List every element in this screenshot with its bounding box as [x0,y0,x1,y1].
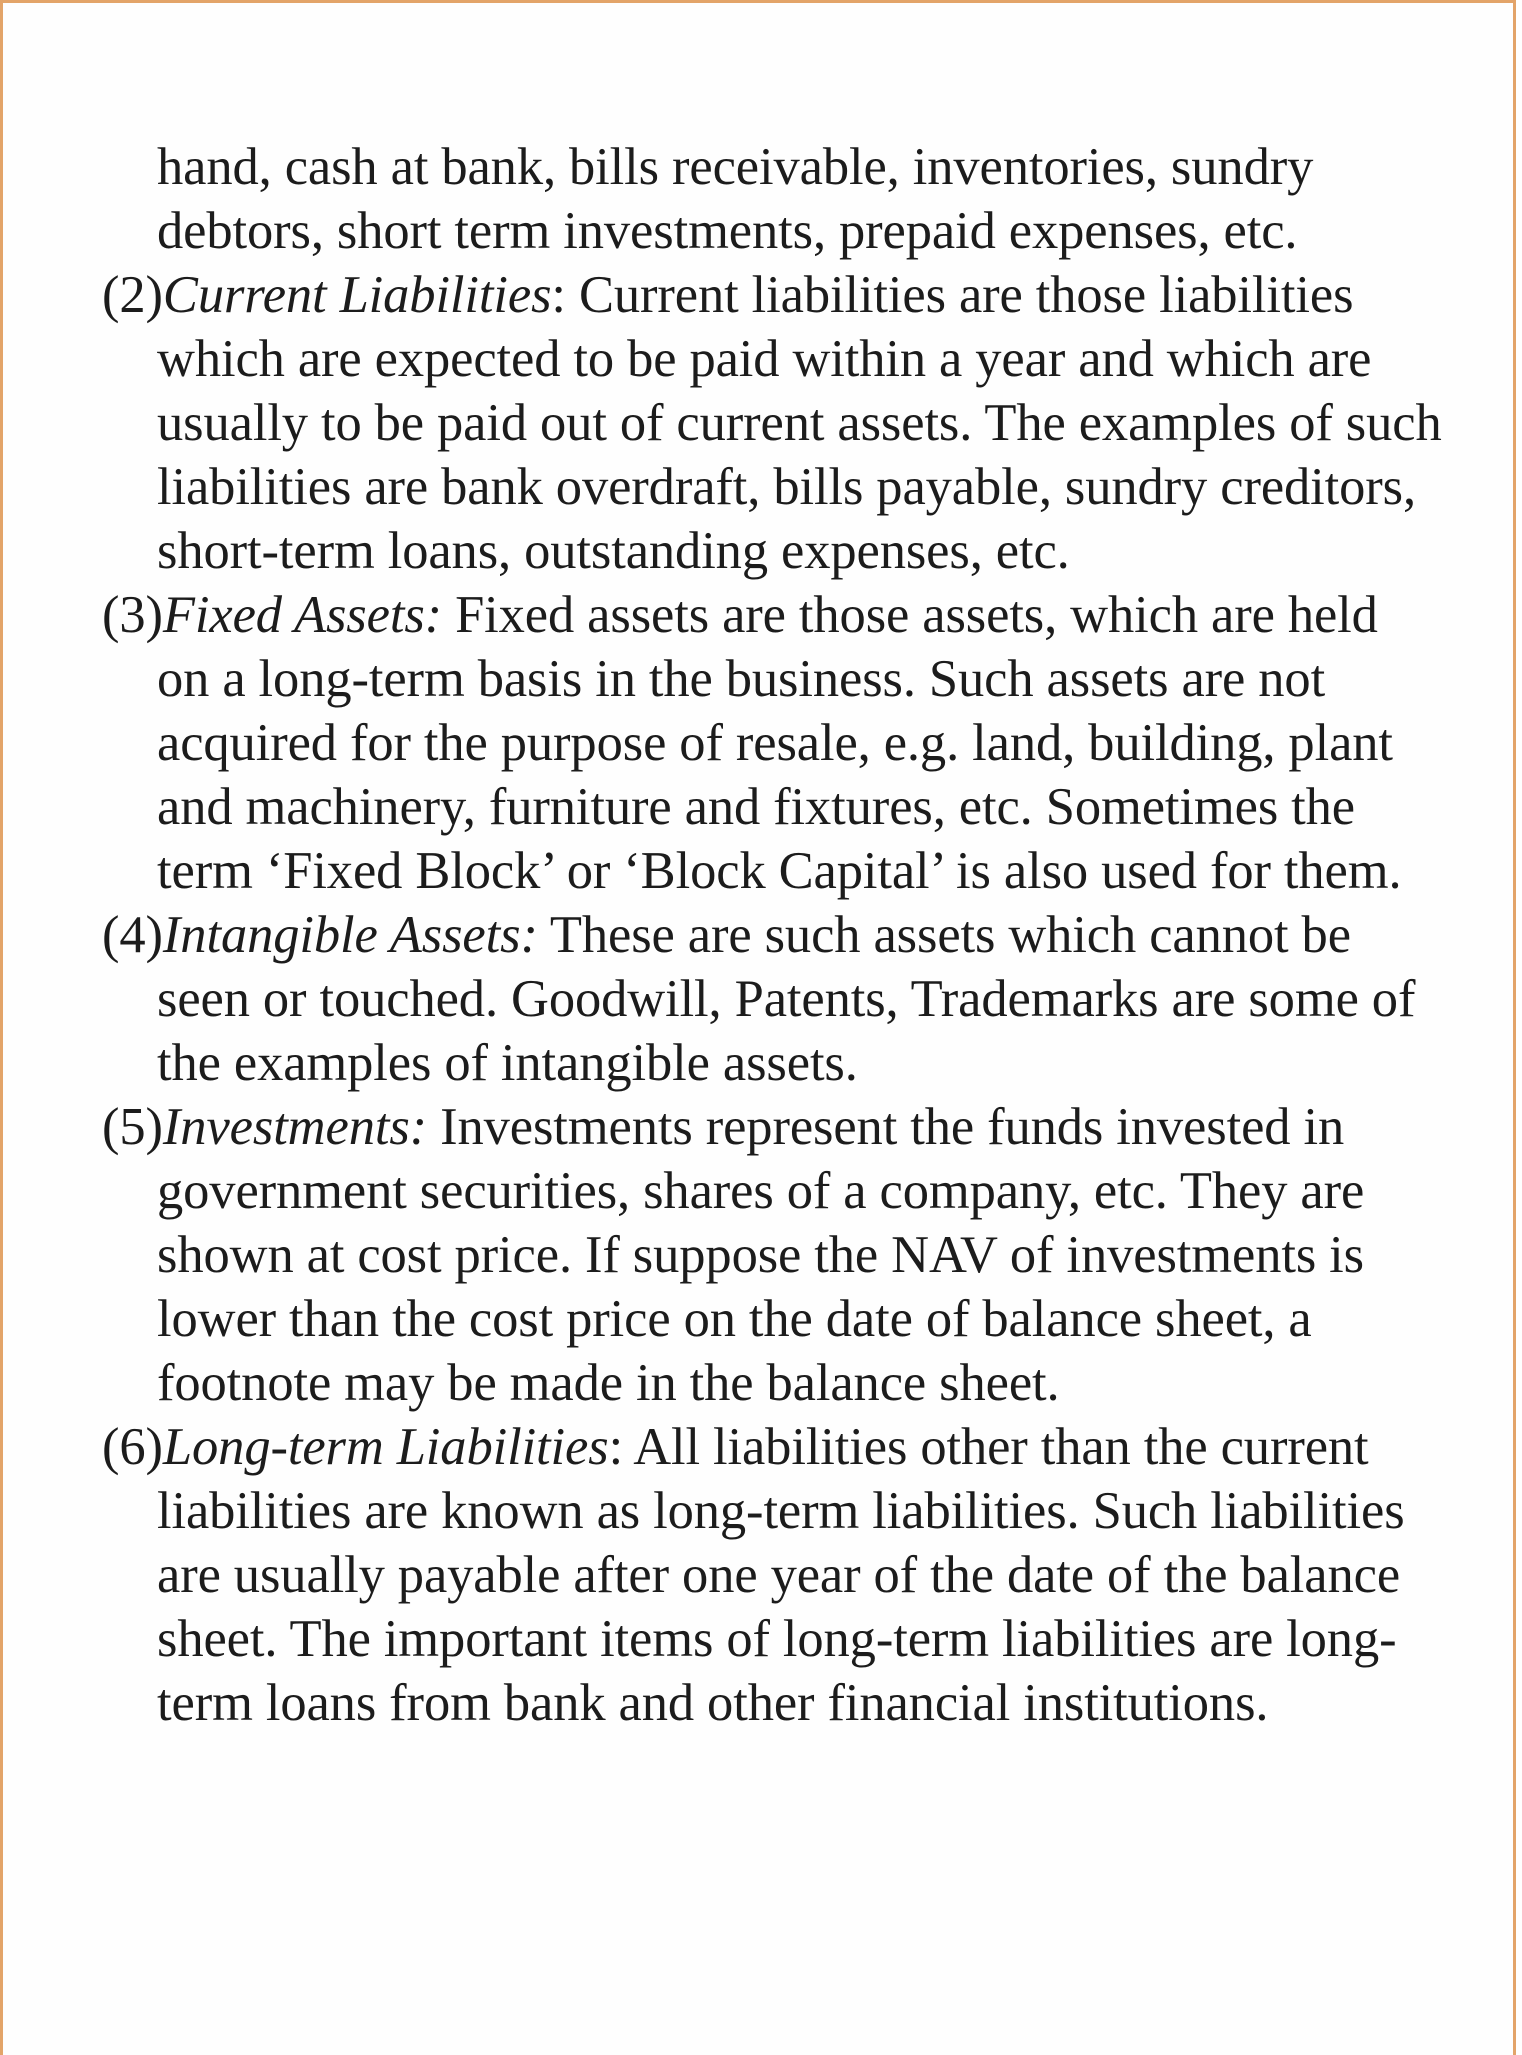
item-number: (3) [102,586,163,644]
item-term: Intangible Assets: [162,906,538,964]
item-number: (2) [102,266,163,324]
document-body [102,135,1442,1735]
list-item-fixed-assets [102,583,1442,903]
list-item-intangible-assets [102,903,1442,1095]
item-text: Current liabilities are those liabilities which are expected to be paid within a year and which are usually to be paid out of current assets. The examples of such liabilities are bank overdraft, bills payable, sundry creditors, short-term loans, outstanding expenses, etc. [157,266,1442,580]
list-item-investments [102,1095,1442,1415]
item-text: All liabilities other than the current liabilities are known as long-term liabilities. Such liabilities are usually payable after one year of the date of the balance sheet. The important items of long-term liabilities are long-term loans from bank and other financial institutions. [157,1418,1405,1732]
item-term: Long-term Liabilities [162,1418,609,1476]
item-number: (4) [102,906,163,964]
item-separator: : [608,1418,624,1476]
item-text: These are such assets which cannot be seen or touched. Goodwill, Patents, Trademarks are some of the examples of intangible assets. [157,906,1416,1092]
item-separator: : [551,266,566,324]
item-number: (5) [102,1098,163,1156]
item-term: Fixed Assets: [162,586,443,644]
item-term: Current Liabilities [162,266,552,324]
item-number: (6) [102,1418,163,1476]
intro-continuation: hand, cash at bank, bills receivable, inventories, sundry debtors, short term investments, prepaid expenses, etc. [157,138,1314,260]
list-item-long-term-liabilities [102,1415,1442,1735]
item-text: Investments represent the funds invested in government securities, shares of a company, etc. They are shown at cost price. If suppose the NAV of investments is lower than the cost price on the date of balance sheet, a footnote may be made in the balance sheet. [157,1098,1365,1412]
item-term: Investments: [162,1098,428,1156]
list-item-current-liabilities [102,263,1442,583]
item-text: Fixed assets are those assets, which are held on a long-term basis in the business. Such assets are not acquired for the purpose of resale, e.g. land, building, plant and machinery, furniture and fixtures, etc. Sometimes the term ‘Fixed Block’ or ‘Block Capital’ is also used for them. [157,586,1402,900]
